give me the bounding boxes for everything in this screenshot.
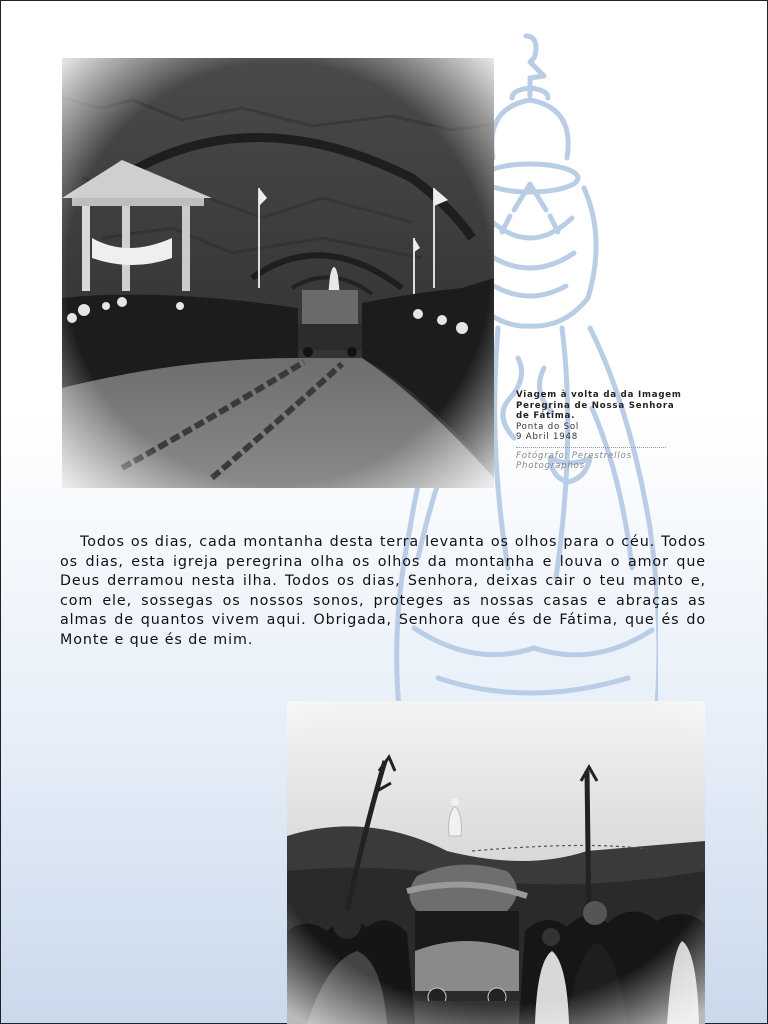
caption-divider [516,447,666,448]
caption-credit: Fotógrafo: Perestrellos [516,450,632,461]
caption-date: 9 Abril 1948 [516,432,579,442]
caption-line: de Fátima. [516,411,576,421]
body-paragraph: Todos os dias, cada montanha desta terra levanta os olhos para o céu. Todos os dias, esta igreja peregrina olha os olhos da montanha e louva o amor que Deus derramou nesta ilha. Todos os dias, Senhora, deixas cair o teu manto e, com ele, sossegas os nossos sonos, proteges as nossas casas e abraças as almas de quantos vivem aqui. Obrigada, Senhora que és de Fátima, que és do Monte e que és de mim. [60,534,706,648]
caption-place: Ponta do Sol [516,421,580,432]
photo-caption [516,390,686,472]
caption-line: Peregrina de Nossa Senhora [516,400,675,411]
caption-line: Viagem à volta da da Imagem [516,390,682,400]
caption-credit: Photographos [516,461,586,471]
procession-photo-bottom [287,701,705,1024]
procession-photo-top [62,58,494,488]
